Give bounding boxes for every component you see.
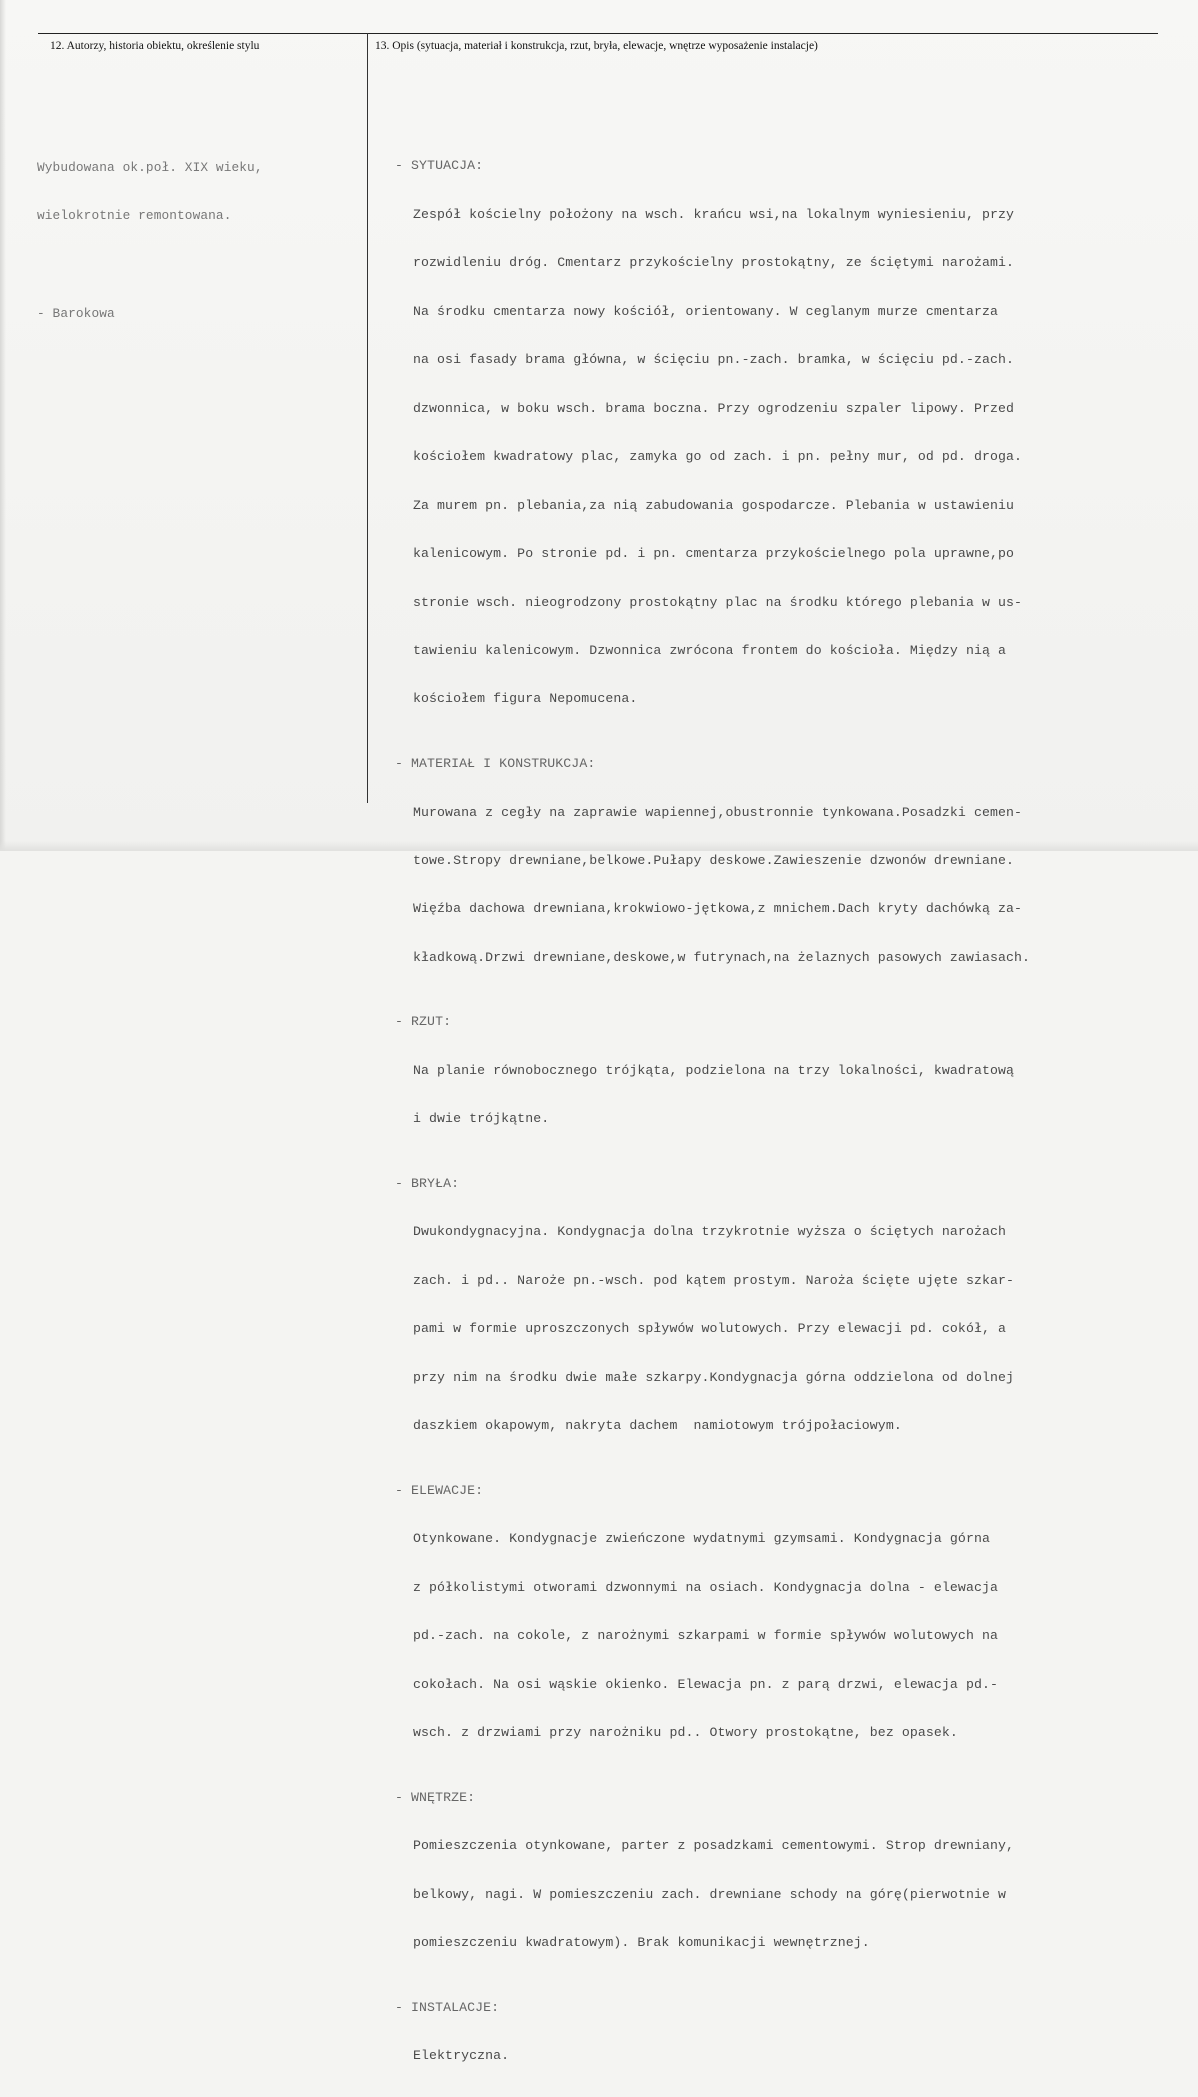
text-line: kalenicowym. Po stronie pd. i pn. cmentarza przykościelnego pola uprawne,po [413,546,1015,562]
section-heading-instalacje: - INSTALACJE: [395,1999,500,2015]
text-line: kładkową.Drzwi drewniane,deskowe,w futrynach,na żelaznych pasowych zawiasach. [413,949,1031,965]
text-line: dzwonnica, w boku wsch. brama boczna. Przy ogrodzeniu szpaler lipowy. Przed [413,400,1015,416]
section-13-header: 13. Opis (sytuacja, materiał i konstrukcja, rzut, bryła, elewacje, wnętrze wyposażenie instalacje) [375,40,818,52]
column-divider [367,33,368,803]
section-heading-material: - MATERIAŁ I KONSTRUKCJA: [395,756,596,772]
text-line: Zespół kościelny położony na wsch. krańcu wsi,na lokalnym wyniesieniu, przy [413,206,1015,222]
text-line: Na planie równobocznego trójkąta, podzielona na trzy lokalności, kwadratową [413,1062,1015,1078]
text-line: kościołem figura Nepomucena. [413,691,638,707]
section-heading-rzut: - RZUT: [395,1014,452,1030]
section-heading-bryla: - BRYŁA: [395,1176,460,1191]
text-line: Elektryczna. [413,2048,510,2064]
text-line: Pomieszczenia otynkowane, parter z posadzkami cementowymi. Strop drewniany, [413,1838,1015,1854]
text-line: stronie wsch. nieogrodzony prostokątny plac na środku którego plebania w us- [413,594,1023,610]
text-line: cokołach. Na osi wąskie okienko. Elewacja pn. z parą drzwi, elewacja pd.- [413,1676,999,1692]
text-line: na osi fasady brama główna, w ścięciu pn.-zach. bramka, w ścięciu pd.-zach. [413,352,1015,368]
text-line: Otynkowane. Kondygnacje zwieńczone wydatnymi gzymsami. Kondygnacja górna [413,1531,990,1547]
text-line: zach. i pd.. Naroże pn.-wsch. pod kątem prostym. Naroża ścięte ujęte szkar- [413,1272,1015,1288]
history-style-text [37,128,263,354]
description-text [395,110,1030,2097]
text-line: pami w formie uproszczonych spływów wolutowych. Przy elewacji pd. cokół, a [413,1321,1007,1337]
scan-left-edge [0,0,6,851]
text-line: belkowy, nagi. W pomieszczeniu zach. drewniane schody na górę(pierwotnie w [413,1886,1007,1902]
text-line: Dwukondygnacyjna. Kondygnacja dolna trzykrotnie wyższa o ściętych narożach [413,1224,1007,1240]
table-top-rule [38,33,1158,34]
text-line: Na środku cmentarza nowy kościół, orientowany. W ceglanym murze cmentarza [413,303,999,319]
text-line: pomieszczeniu kwadratowym). Brak komunikacji wewnętrznej. [413,1935,870,1951]
text-line: wsch. z drzwiami przy narożniku pd.. Otwory prostokątne, bez opasek. [413,1725,958,1741]
text-line: Więźba dachowa drewniana,krokwiowo-jętkowa,z mnichem.Dach kryty dachówką za- [413,901,1023,917]
text-line: pd.-zach. na cokole, z narożnymi szkarpami w formie spływów wolutowych na [413,1628,999,1644]
text-line: daszkiem okapowym, nakryta dachem namiotowym trójpołaciowym. [413,1418,902,1434]
section-heading-sytuacja: - SYTUACJA: [395,158,484,174]
section-12-header: 12. Autorzy, historia obiektu, określenie stylu [50,40,260,52]
section-heading-elewacje: - ELEWACJE: [395,1482,484,1498]
text-line: i dwie trójkątne. [413,1111,550,1127]
text-line: Murowana z cegły na zaprawie wapiennej,obustronnie tynkowana.Posadzki cemen- [413,804,1023,820]
section-heading-wnetrze: - WNĘTRZE: [395,1789,476,1805]
text-line: tawieniu kalenicowym. Dzwonnica zwrócona frontem do kościoła. Między nią a [413,643,1007,658]
text-line: kościołem kwadratowy plac, zamyka go od zach. i pn. pełny mur, od pd. droga. [413,449,1023,465]
history-line: wielokrotnie remontowana. [37,208,232,223]
history-line: Wybudowana ok.poł. XIX wieku, [37,160,263,175]
style-line: - Barokowa [37,306,115,321]
text-line: z półkolistymi otworami dzwonnymi na osiach. Kondygnacja dolna - elewacja [413,1579,999,1595]
text-line: towe.Stropy drewniane,belkowe.Pułapy deskowe.Zawieszenie dzwonów drewniane. [413,852,1015,868]
text-line: przy nim na środku dwie małe szkarpy.Kondygnacja górna oddzielona od dolnej [413,1369,1015,1385]
text-line: Za murem pn. plebania,za nią zabudowania gospodarcze. Plebania w ustawieniu [413,497,1015,513]
text-line: rozwidleniu dróg. Cmentarz przykościelny prostokątny, ze ściętymi narożami. [413,255,1015,271]
